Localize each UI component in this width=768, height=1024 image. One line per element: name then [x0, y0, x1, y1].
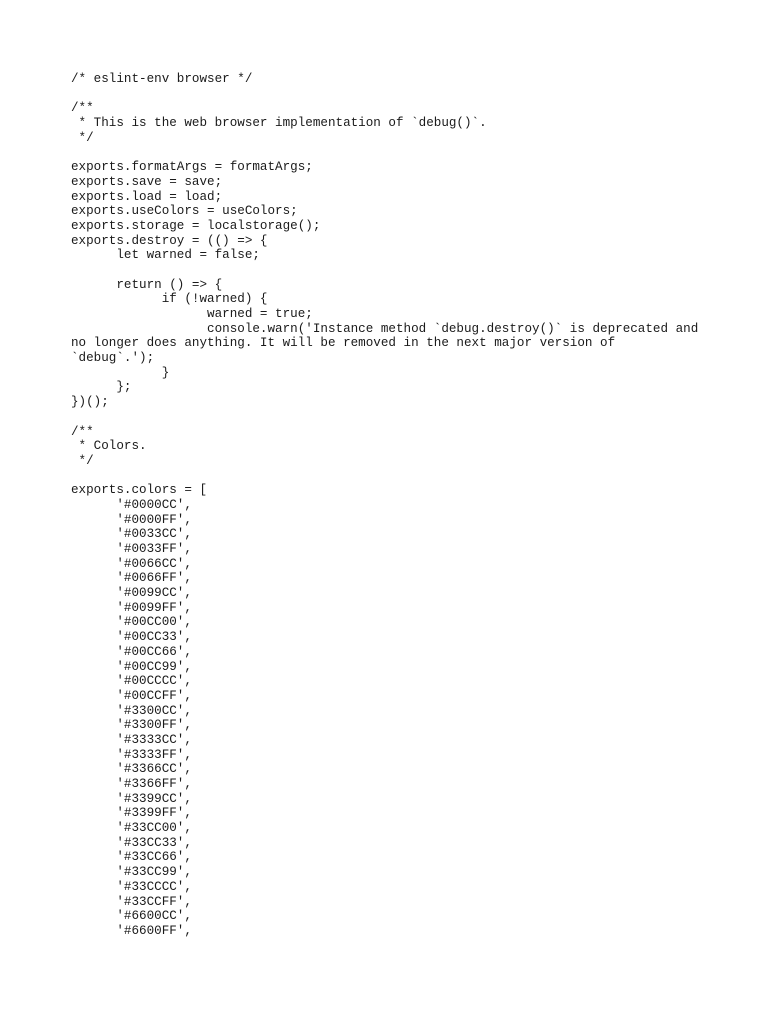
code-line: exports.useColors = useColors;	[71, 204, 298, 219]
code-line: warned = true;	[71, 307, 313, 321]
code-line: * Colors.	[71, 439, 147, 454]
code-line: '#0033CC',	[71, 527, 192, 542]
code-line: '#33CC00',	[71, 821, 192, 836]
code-block	[71, 72, 731, 939]
code-line: '#3333FF',	[71, 747, 192, 762]
code-line: '#6600FF',	[71, 923, 192, 938]
code-line: '#0000CC',	[71, 497, 192, 512]
code-line: /* eslint-env browser */	[71, 72, 253, 86]
code-line: '#33CC33',	[71, 835, 192, 850]
code-line: '#33CC99',	[71, 865, 192, 880]
code-line	[71, 145, 731, 160]
code-line: /**	[71, 101, 94, 116]
code-line: }	[71, 365, 170, 380]
code-line: * This is the web browser implementation of `debug()`.	[71, 116, 487, 131]
code-line: if (!warned) {	[71, 292, 268, 307]
code-line	[71, 469, 731, 484]
code-line: exports.destroy = (() => {	[71, 233, 268, 248]
code-line: };	[71, 380, 132, 395]
code-line: '#00CC99',	[71, 659, 192, 674]
code-line: '#3399FF',	[71, 806, 192, 821]
code-line	[71, 87, 731, 102]
code-line: exports.save = save;	[71, 174, 223, 189]
code-line: '#00CCFF',	[71, 688, 192, 703]
code-line: '#0066FF',	[71, 571, 192, 586]
code-line: '#3399CC',	[71, 791, 192, 806]
code-line: '#3366FF',	[71, 777, 192, 791]
code-line: '#3366CC',	[71, 762, 192, 777]
code-line: let warned = false;	[71, 248, 260, 263]
code-line	[71, 263, 731, 278]
code-line: exports.load = load;	[71, 189, 223, 204]
code-line: console.warn('Instance method `debug.destroy()` is deprecated and	[71, 321, 699, 336]
code-line: exports.storage = localstorage();	[71, 218, 321, 233]
code-line	[71, 410, 731, 425]
code-line: '#00CC66',	[71, 644, 192, 659]
document-page	[71, 72, 731, 939]
code-line: '#3333CC',	[71, 732, 192, 747]
code-line: '#3300FF',	[71, 718, 192, 733]
code-line: return () => {	[71, 277, 223, 292]
code-line: /**	[71, 424, 94, 439]
code-line: '#33CCFF',	[71, 894, 192, 909]
code-line: '#6600CC',	[71, 909, 192, 924]
code-line: '#33CC66',	[71, 850, 192, 865]
code-line: '#00CCCC',	[71, 674, 192, 689]
code-line: '#33CCCC',	[71, 879, 192, 894]
code-line: exports.formatArgs = formatArgs;	[71, 160, 313, 175]
code-line: '#0000FF',	[71, 512, 192, 527]
code-line: '#0033FF',	[71, 542, 192, 556]
code-line: no longer does anything. It will be removed in the next major version of	[71, 336, 616, 351]
code-line: '#3300CC',	[71, 703, 192, 718]
code-line: */	[71, 453, 94, 468]
code-line: '#0066CC',	[71, 556, 192, 571]
code-line: exports.colors = [	[71, 483, 208, 498]
code-line: '#0099CC',	[71, 586, 192, 601]
code-line: })();	[71, 395, 109, 410]
code-line: '#0099FF',	[71, 600, 192, 615]
code-line: '#00CC33',	[71, 630, 192, 645]
code-line: */	[71, 130, 94, 145]
code-line: `debug`.');	[71, 351, 155, 366]
code-line: '#00CC00',	[71, 615, 192, 630]
